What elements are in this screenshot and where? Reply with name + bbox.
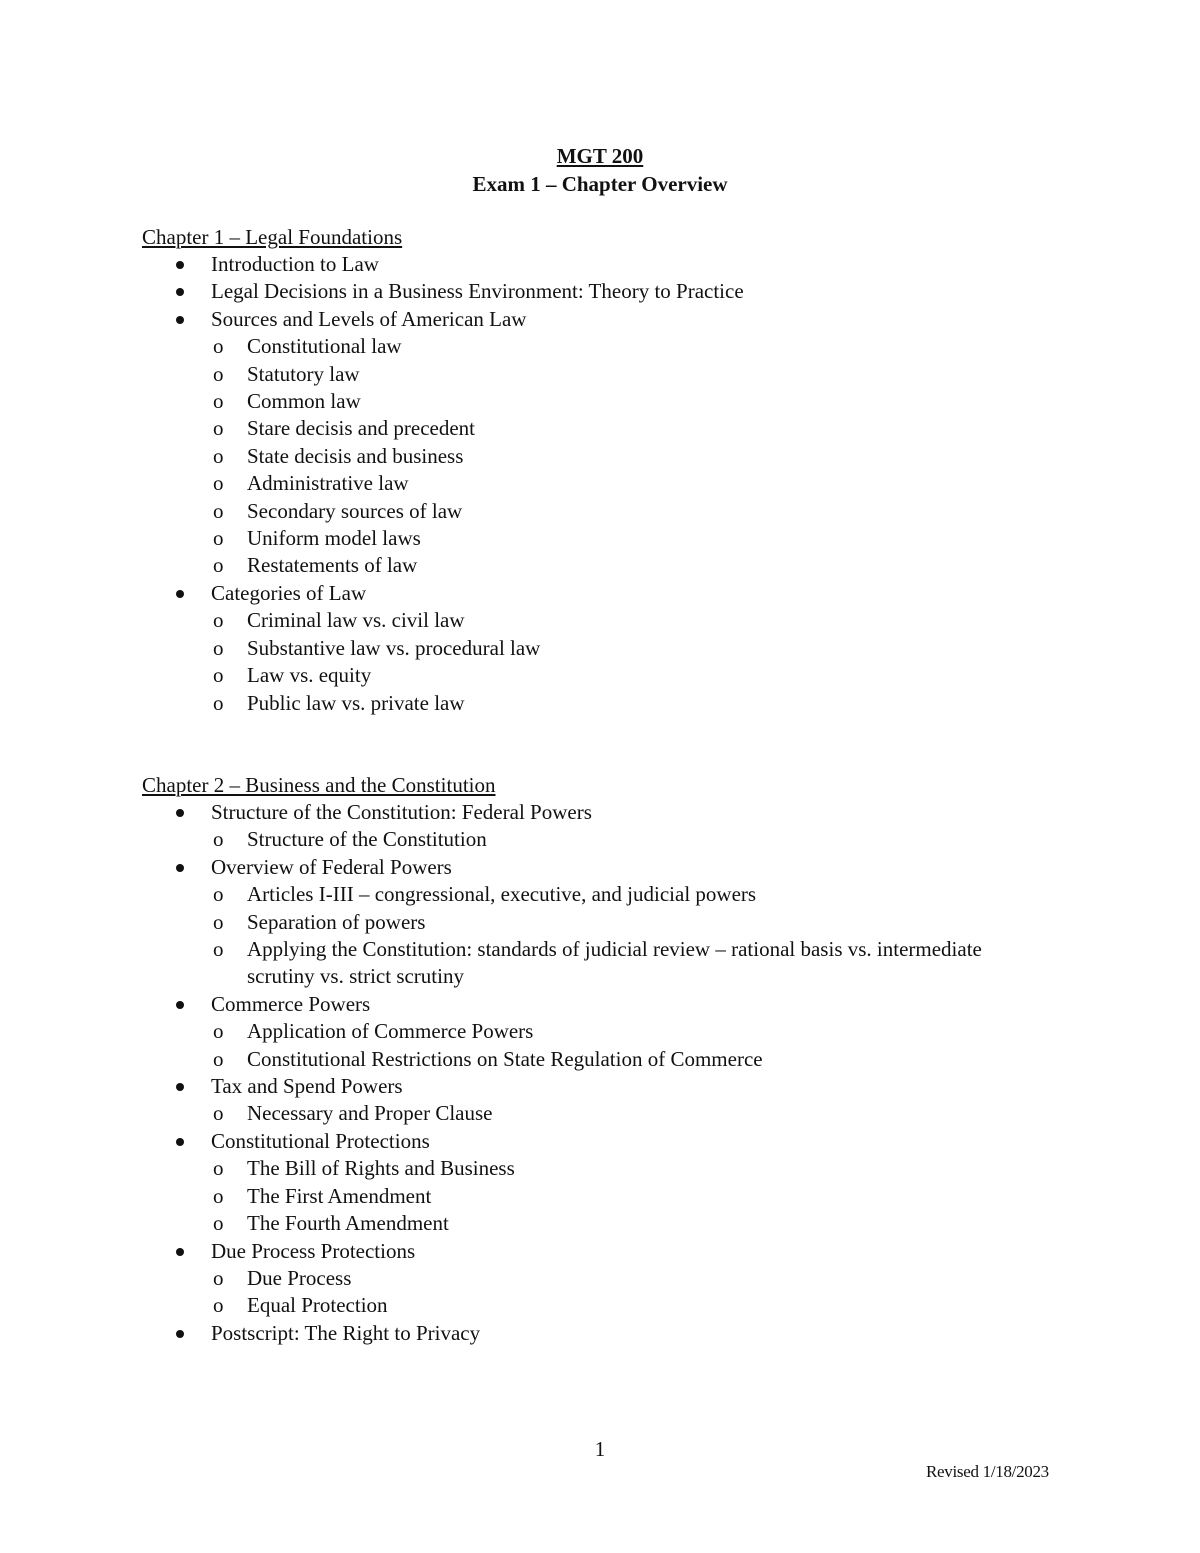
- hollow-bullet-icon: o: [213, 1019, 224, 1044]
- bullet-icon: [176, 1248, 184, 1256]
- subtopic-list: [211, 1100, 1042, 1127]
- topic-item: [142, 580, 1042, 717]
- subtopic-list: [211, 1155, 1042, 1237]
- topic-item: [142, 1073, 1042, 1128]
- exam-title: Exam 1 – Chapter Overview: [472, 172, 728, 196]
- topic-label: Commerce Powers: [211, 991, 371, 1016]
- hollow-bullet-icon: o: [213, 1046, 224, 1071]
- topic-label: Legal Decisions in a Business Environment: Theory to Practice: [211, 279, 744, 304]
- subtopic-item: [211, 690, 1042, 717]
- topic-label: Introduction to Law: [211, 252, 379, 276]
- subtopic-item: [211, 662, 1042, 689]
- topic-item: [142, 278, 1042, 305]
- subtopic-label: Constitutional Restrictions on State Regulation of Commerce: [247, 1046, 763, 1071]
- subtopic-item: [211, 1183, 1042, 1210]
- bullet-icon: [176, 809, 184, 817]
- bullet-icon: [176, 288, 184, 296]
- hollow-bullet-icon: o: [213, 416, 224, 441]
- subtopic-label: Substantive law vs. procedural law: [247, 635, 541, 660]
- subtopic-item: [211, 936, 1042, 991]
- subtopic-label: Constitutional law: [247, 334, 402, 359]
- hollow-bullet-icon: o: [213, 608, 224, 633]
- subtopic-label: Common law: [247, 389, 361, 414]
- subtopic-label: The First Amendment: [247, 1183, 432, 1208]
- topic-item: [142, 1128, 1042, 1238]
- topic-label: Due Process Protections: [211, 1238, 416, 1263]
- hollow-bullet-icon: o: [213, 471, 224, 496]
- topic-label: Constitutional Protections: [211, 1128, 430, 1153]
- bullet-icon: [176, 261, 184, 269]
- subtopic-item: [211, 1265, 1042, 1292]
- subtopic-list: [211, 826, 1042, 853]
- topic-item: [142, 306, 1042, 580]
- subtopic-label: Applying the Constitution: standards of judicial review – rational basis vs. intermediate scrutiny vs. strict scrutiny: [247, 937, 982, 989]
- hollow-bullet-icon: o: [213, 690, 224, 715]
- hollow-bullet-icon: o: [213, 1101, 224, 1126]
- subtopic-item: [211, 415, 1042, 442]
- subtopic-label: Secondary sources of law: [247, 498, 463, 523]
- subtopic-list: [211, 1018, 1042, 1073]
- topic-label: Tax and Spend Powers: [211, 1074, 403, 1099]
- subtopic-item: [211, 635, 1042, 662]
- subtopic-item: [211, 525, 1042, 552]
- subtopic-item: [211, 909, 1042, 936]
- topic-item: [142, 991, 1042, 1073]
- subtopic-item: [211, 1046, 1042, 1073]
- topic-item: [142, 251, 1042, 278]
- topic-list: [142, 251, 1042, 717]
- bullet-icon: [176, 1330, 184, 1338]
- hollow-bullet-icon: o: [213, 909, 224, 934]
- subtopic-label: Law vs. equity: [247, 663, 372, 688]
- subtopic-label: Articles I-III – congressional, executive, and judicial powers: [247, 882, 757, 907]
- subtopic-label: Equal Protection: [247, 1293, 388, 1318]
- hollow-bullet-icon: o: [213, 635, 224, 660]
- subtopic-item: [211, 443, 1042, 470]
- subtopic-list: [211, 1265, 1042, 1320]
- subtopic-item: [211, 552, 1042, 579]
- topic-item: [142, 1320, 1042, 1347]
- hollow-bullet-icon: o: [213, 553, 224, 578]
- topic-item: [142, 799, 1042, 854]
- subtopic-label: Application of Commerce Powers: [247, 1019, 534, 1044]
- hollow-bullet-icon: o: [213, 937, 224, 962]
- chapter-2-section: [142, 771, 1042, 1347]
- topic-item: [142, 1238, 1042, 1320]
- hollow-bullet-icon: o: [213, 498, 224, 523]
- hollow-bullet-icon: o: [213, 1211, 224, 1236]
- subtopic-item: [211, 498, 1042, 525]
- hollow-bullet-icon: o: [213, 443, 224, 468]
- topic-list: [142, 799, 1042, 1347]
- subtopic-label: Restatements of law: [247, 553, 418, 578]
- hollow-bullet-icon: o: [213, 663, 224, 688]
- topic-label: Postscript: The Right to Privacy: [211, 1320, 481, 1345]
- subtopic-item: [211, 881, 1042, 908]
- hollow-bullet-icon: o: [213, 827, 224, 852]
- page-number: 1: [594, 1437, 606, 1461]
- hollow-bullet-icon: o: [213, 1156, 224, 1181]
- subtopic-item: [211, 388, 1042, 415]
- subtopic-item: [211, 826, 1042, 853]
- subtopic-item: [211, 607, 1042, 634]
- subtopic-label: State decisis and business: [247, 443, 464, 468]
- subtopic-label: Necessary and Proper Clause: [247, 1101, 493, 1126]
- subtopic-list: [211, 607, 1042, 717]
- bullet-icon: [176, 1138, 184, 1146]
- bullet-icon: [176, 1001, 184, 1009]
- subtopic-label: The Fourth Amendment: [247, 1211, 449, 1236]
- hollow-bullet-icon: o: [213, 389, 224, 414]
- bullet-icon: [176, 590, 184, 598]
- chapter-heading: Chapter 1 – Legal Foundations: [142, 225, 403, 249]
- subtopic-item: [211, 1210, 1042, 1237]
- subtopic-item: [211, 1155, 1042, 1182]
- subtopic-item: [211, 1018, 1042, 1045]
- subtopic-label: The Bill of Rights and Business: [247, 1156, 515, 1181]
- subtopic-label: Administrative law: [247, 471, 409, 496]
- subtopic-item: [211, 333, 1042, 360]
- hollow-bullet-icon: o: [213, 882, 224, 907]
- hollow-bullet-icon: o: [213, 526, 224, 551]
- topic-item: [142, 854, 1042, 991]
- course-code: MGT 200: [556, 144, 644, 168]
- subtopic-label: Uniform model laws: [247, 526, 421, 551]
- bullet-icon: [176, 1083, 184, 1091]
- subtopic-item: [211, 1292, 1042, 1319]
- chapter-1-section: [142, 223, 1042, 717]
- revision-date: Revised 1/18/2023: [926, 1462, 1049, 1481]
- hollow-bullet-icon: o: [213, 334, 224, 359]
- subtopic-item: [211, 470, 1042, 497]
- bullet-icon: [176, 316, 184, 324]
- document-header: [0, 142, 1200, 198]
- topic-label: Overview of Federal Powers: [211, 854, 452, 879]
- chapter-heading: Chapter 2 – Business and the Constitution: [142, 773, 496, 797]
- subtopic-label: Statutory law: [247, 361, 360, 386]
- bullet-icon: [176, 864, 184, 872]
- subtopic-list: [211, 881, 1042, 991]
- subtopic-label: Due Process: [247, 1265, 352, 1290]
- subtopic-item: [211, 361, 1042, 388]
- subtopic-item: [211, 1100, 1042, 1127]
- subtopic-label: Stare decisis and precedent: [247, 416, 475, 441]
- topic-label: Categories of Law: [211, 580, 367, 605]
- hollow-bullet-icon: o: [213, 1293, 224, 1318]
- subtopic-label: Structure of the Constitution: [247, 827, 487, 852]
- subtopic-label: Public law vs. private law: [247, 690, 465, 715]
- subtopic-list: [211, 333, 1042, 580]
- topic-label: Sources and Levels of American Law: [211, 306, 527, 331]
- subtopic-label: Criminal law vs. civil law: [247, 608, 465, 633]
- topic-label: Structure of the Constitution: Federal Powers: [211, 800, 592, 824]
- hollow-bullet-icon: o: [213, 361, 224, 386]
- subtopic-label: Separation of powers: [247, 909, 426, 934]
- hollow-bullet-icon: o: [213, 1265, 224, 1290]
- hollow-bullet-icon: o: [213, 1183, 224, 1208]
